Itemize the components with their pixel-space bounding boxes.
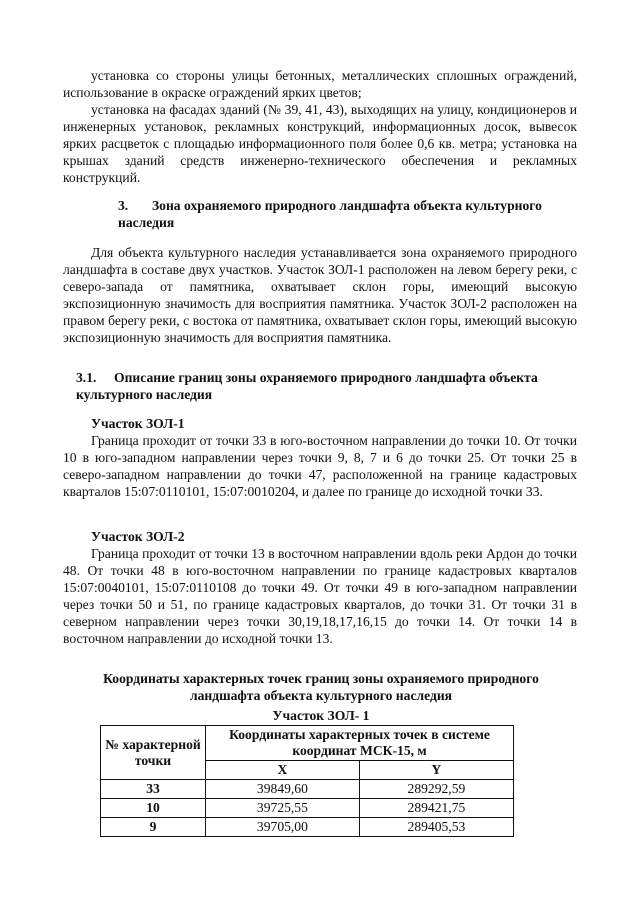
- coordinates-subtitle: Участок ЗОЛ- 1: [272, 708, 370, 723]
- row-x: 39849,60: [206, 780, 360, 799]
- section-31-title: Описание границ зоны охраняемого природного ландшафта объекта культурного наследия: [76, 370, 538, 402]
- section-31-number: 3.1.: [76, 370, 97, 385]
- header-point: № характерной точки: [101, 726, 206, 780]
- row-y: 289421,75: [359, 799, 513, 818]
- row-point: 33: [101, 780, 206, 799]
- intro-paragraph-1: установка со стороны улицы бетонных, металлических сплошных ограждений, использование в окраске ограждений ярких цветов;: [63, 68, 577, 100]
- section-3-title: Зона охраняемого природного ландшафта объекта культурного наследия: [118, 198, 542, 230]
- table-row: [101, 799, 514, 818]
- coordinates-title: Координаты характерных точек границ зоны охраняемого природного ландшафта объекта культурного наследия: [103, 671, 539, 703]
- section-31-heading: [76, 369, 576, 403]
- section-3-number: 3.: [118, 198, 129, 213]
- row-point: 9: [101, 818, 206, 837]
- header-coords: Координаты характерных точек в системе координат МСК-15, м: [206, 726, 514, 761]
- row-y: 289405,53: [359, 818, 513, 837]
- table-header-row: [101, 726, 514, 761]
- row-x: 39725,55: [206, 799, 360, 818]
- table-row: [101, 780, 514, 799]
- section-3-text: Для объекта культурного наследия устанавливается зона охраняемого природного ландшафта в составе двух участков. Участок ЗОЛ-1 расположен на левом берегу реки, с северо-запада от памятника, охватывает склон горы, имеющий высокую экспозиционную значимость для восприятия памятника. Участок ЗОЛ-2 расположен на правом берегу реки, с востока от памятника, охватывает склон горы, имеющий высокую экспозиционную значимость для восприятия памятника.: [63, 245, 577, 345]
- zol1-text: Граница проходит от точки 33 в юго-восточном направлении до точки 10. От точки 10 в юго-западном направлении через точки 9, 8, 7 и 6 до точки 25. От точки 25 в северо-западном направлении до точки 47, расположенной на границе кадастровых кварталов 15:07:0110101, 15:07:0010204, и далее по границе до исходной точки 33.: [63, 433, 577, 499]
- row-y: 289292,59: [359, 780, 513, 799]
- zol2-text: Граница проходит от точки 13 в восточном направлении вдоль реки Ардон до точки 48. От точки 48 в юго-восточном направлении по границе кадастровых кварталов 15:07:0040101, 15:07:0110108 до точки 49. От точки 49 в юго-западном направлении через точки 50 и 51, по границе кадастровых кварталов, до точки 31. От точки 31 в северном направлении через точки 30,19,18,17,16,15 до точки 14. От точки 14 в восточном направлении до исходной точки 13.: [63, 546, 577, 646]
- row-x: 39705,00: [206, 818, 360, 837]
- coordinates-table: [100, 725, 514, 837]
- intro-paragraph-2: установка на фасадах зданий (№ 39, 41, 43), выходящих на улицу, кондиционеров и инженерных установок, рекламных конструкций, информационных досок, вывесок ярких расцветок с площадью информационного поля более 0,6 кв. метра; установка на крышах зданий средств инженерно-технического обеспечения и рекламных конструкций.: [63, 102, 577, 185]
- section-3-heading: [118, 197, 578, 231]
- table-row: [101, 818, 514, 837]
- header-y: Y: [359, 761, 513, 780]
- row-point: 10: [101, 799, 206, 818]
- zol2-heading: Участок ЗОЛ-2: [91, 529, 185, 544]
- zol1-heading: Участок ЗОЛ-1: [91, 416, 185, 431]
- header-x: X: [206, 761, 360, 780]
